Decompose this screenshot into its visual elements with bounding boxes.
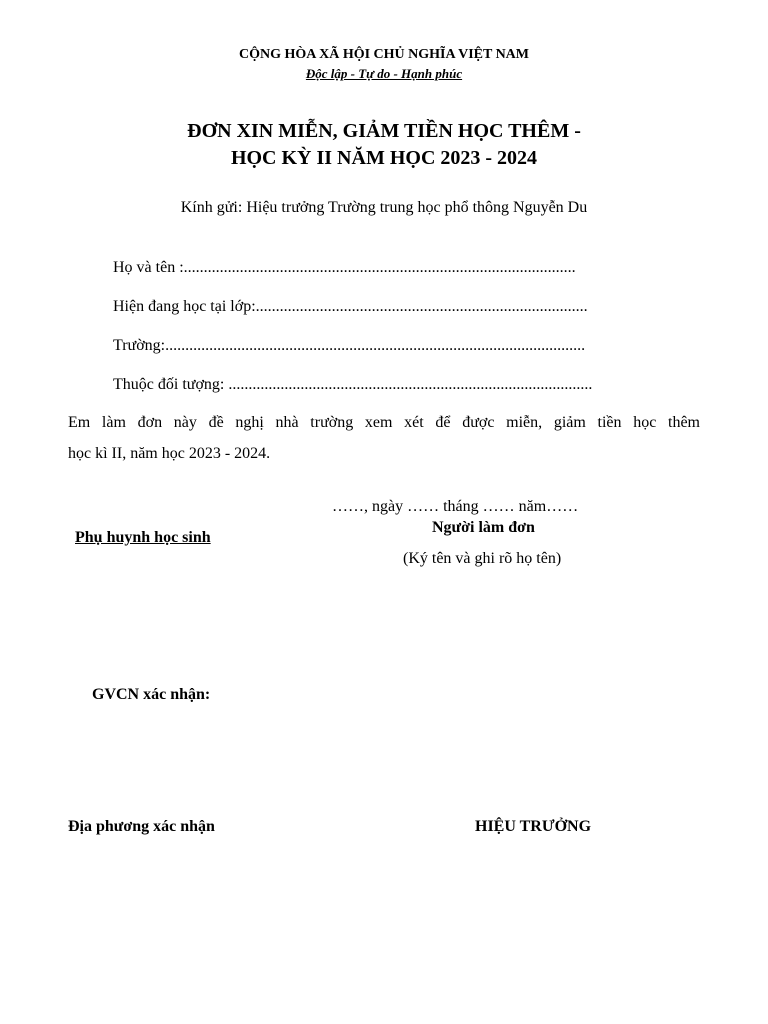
form-title-line-1: ĐƠN XIN MIỄN, GIẢM TIỀN HỌC THÊM - (187, 120, 581, 142)
category-field: Thuộc đối tượng: ........................................................................................... (113, 376, 593, 393)
form-title-line-2: HỌC KỲ II NĂM HỌC 2023 - 2024 (230, 147, 538, 169)
locality-confirmation-label: Địa phương xác nhận (68, 818, 215, 835)
class-field: Hiện đang học tại lớp:................................................................................... (113, 298, 588, 315)
principal-label: HIỆU TRƯỞNG (475, 818, 592, 835)
signature-note: (Ký tên và ghi rõ họ tên) (403, 550, 562, 567)
date-line: ……, ngày …… tháng …… năm…… (332, 498, 579, 515)
national-motto: Độc lập - Tự do - Hạnh phúc (305, 66, 463, 81)
parent-label: Phụ huynh học sinh (75, 529, 211, 546)
applicant-label: Người làm đơn (432, 519, 535, 536)
request-paragraph-line-1: Em làm đơn này đề nghị nhà trường xem xét để được miễn, giảm tiền học thêm (68, 414, 700, 431)
homeroom-teacher-label: GVCN xác nhận: (92, 686, 211, 703)
recipient-line: Kính gửi: Hiệu trưởng Trường trung học phổ thông Nguyễn Du (180, 199, 588, 216)
school-field: Trường:......................................................................................................... (113, 337, 586, 354)
request-paragraph-line-2: học kì II, năm học 2023 - 2024. (68, 445, 271, 462)
full-name-field: Họ và tên :.................................................................................................. (113, 259, 576, 276)
national-title: CỘNG HÒA XÃ HỘI CHỦ NGHĨA VIỆT NAM (238, 47, 529, 62)
